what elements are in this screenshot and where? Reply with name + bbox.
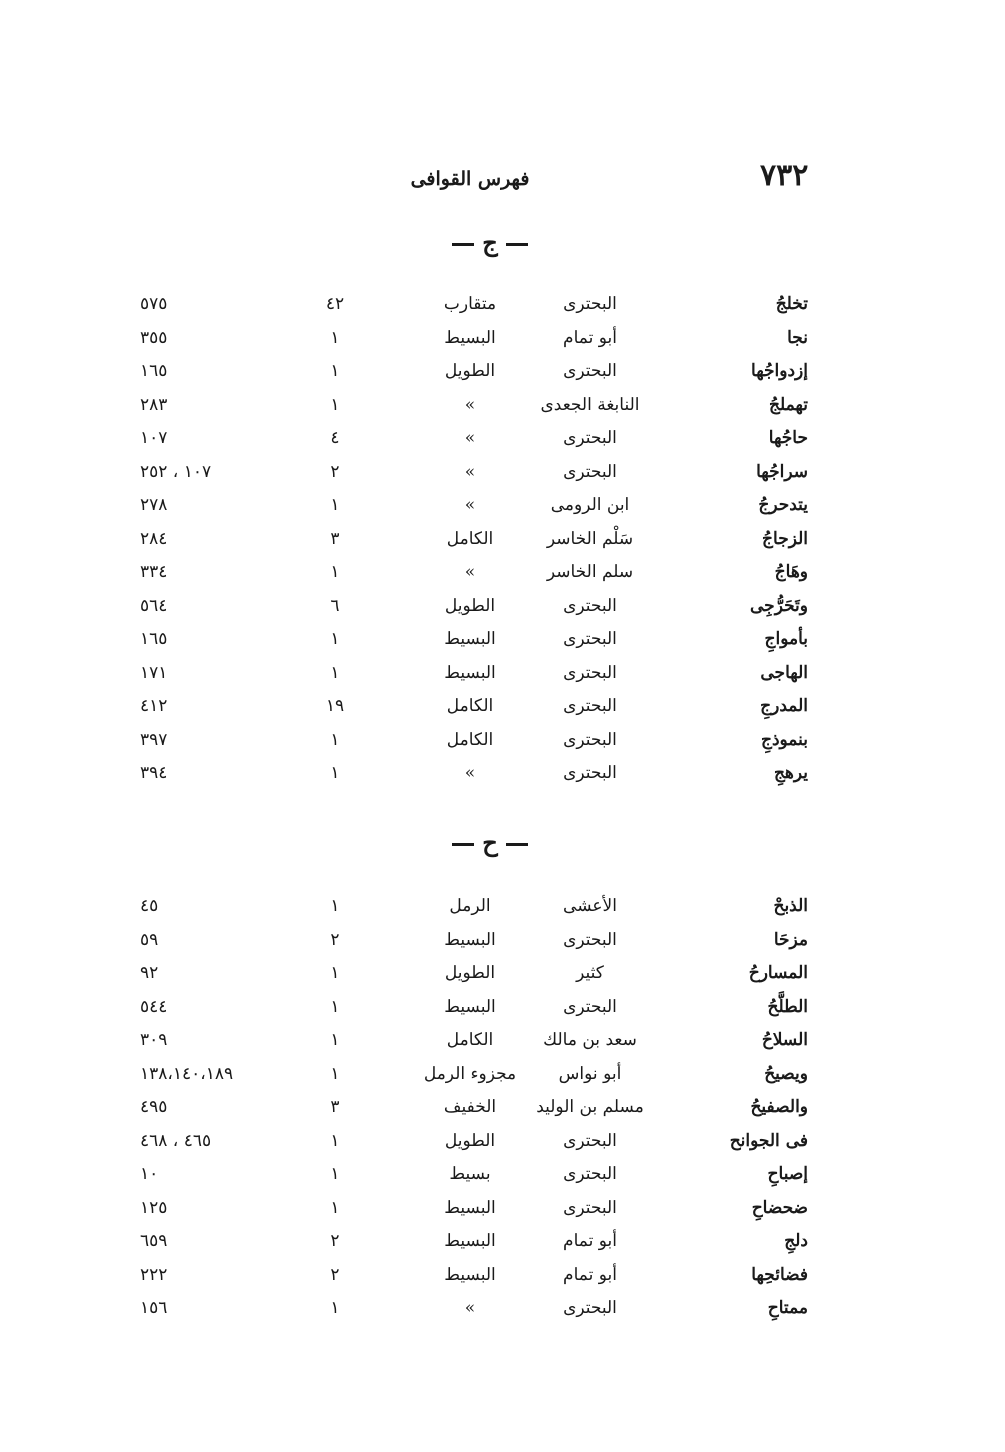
verse-count: ٤٢ xyxy=(325,294,345,314)
meter-name: بسيط xyxy=(449,1164,491,1184)
rhyme-word: نجا xyxy=(787,327,808,348)
page-refs: ٩٢ xyxy=(140,963,159,983)
table-row xyxy=(140,324,820,358)
verse-count: ٣ xyxy=(330,1097,340,1117)
verse-count: ١ xyxy=(330,1197,340,1218)
meter-name: البسيط xyxy=(444,327,496,348)
poet-name: البحترى xyxy=(563,1130,617,1151)
poet-name: سَلْم الخاسر xyxy=(546,528,634,549)
verse-count: ١ xyxy=(330,1063,340,1084)
verse-count: ٢ xyxy=(330,929,340,950)
rhyme-word: حاجُها xyxy=(768,428,808,448)
table-row xyxy=(140,1060,820,1094)
verse-count: ١ xyxy=(330,361,340,381)
meter-name: الكامل xyxy=(446,528,494,549)
poet-name: البحترى xyxy=(563,662,617,683)
meter-name: الطويل xyxy=(444,361,496,381)
dash-icon xyxy=(452,243,474,246)
page-refs: ٤٦٥ ، ٤٦٨ xyxy=(140,1130,212,1151)
rhyme-word: ضحضاحِ xyxy=(751,1197,808,1218)
page-refs: ١٠ xyxy=(140,1164,159,1184)
page-refs: ٢٢٢ xyxy=(140,1264,168,1285)
page-refs: ١٣٨،١٤٠،١٨٩ xyxy=(140,1063,234,1084)
verse-count: ١ xyxy=(330,763,340,783)
poet-name: البحترى xyxy=(563,428,617,448)
verse-count: ١ xyxy=(330,327,340,348)
table-row xyxy=(140,491,820,525)
table-row xyxy=(140,458,820,492)
meter-name: الطويل xyxy=(444,963,496,983)
meter-name: » xyxy=(464,763,476,783)
poet-name: أبو تمام xyxy=(563,327,617,348)
meter-name: مجزوء الرمل xyxy=(423,1063,517,1084)
table-row xyxy=(140,1194,820,1228)
meter-name: » xyxy=(464,461,476,482)
table-row xyxy=(140,525,820,559)
table-row xyxy=(140,1294,820,1328)
meter-name: البسيط xyxy=(444,929,496,950)
section-letter: ح xyxy=(482,828,498,857)
table-row xyxy=(140,993,820,1027)
page-refs: ١٧١ xyxy=(140,662,168,683)
verse-count: ٤ xyxy=(330,428,340,448)
rhyme-word: ويصيحُ xyxy=(764,1063,808,1084)
page-refs: ٣٩٤ xyxy=(140,763,168,783)
rhyme-word: بنموذجِ xyxy=(760,729,808,750)
verse-count: ١ xyxy=(330,996,340,1017)
rhyme-word: الزجاجُ xyxy=(762,528,808,549)
meter-name: الكامل xyxy=(446,729,494,750)
poet-name: البحترى xyxy=(563,996,617,1017)
verse-count: ١ xyxy=(330,729,340,750)
table-row xyxy=(140,892,820,926)
verse-count: ٣ xyxy=(330,528,340,549)
table-row xyxy=(140,357,820,391)
verse-count: ٢ xyxy=(330,1264,340,1285)
table-row xyxy=(140,692,820,726)
poet-name: البحترى xyxy=(563,1298,617,1318)
meter-name: الرمل xyxy=(449,896,491,916)
poet-name: أبو تمام xyxy=(563,1264,617,1285)
meter-name: البسيط xyxy=(444,662,496,683)
page-refs: ٤١٢ xyxy=(140,696,168,716)
rhyme-word: تخلجُ xyxy=(775,294,808,314)
rhyme-word: وهَاجُ xyxy=(774,562,808,582)
meter-name: البسيط xyxy=(444,629,496,649)
rhyme-table-ha xyxy=(140,892,820,1328)
table-row xyxy=(140,726,820,760)
table-row xyxy=(140,424,820,458)
meter-name: » xyxy=(464,428,476,448)
poet-name: البحترى xyxy=(563,294,617,314)
page-refs: ٢٨٤ xyxy=(140,528,168,549)
verse-count: ١ xyxy=(330,1164,340,1184)
page-refs: ٥٧٥ xyxy=(140,294,168,314)
verse-count: ١ xyxy=(330,1298,340,1318)
meter-name: » xyxy=(464,394,476,415)
poet-name: البحترى xyxy=(563,729,617,750)
verse-count: ١ xyxy=(330,562,340,582)
table-row xyxy=(140,592,820,626)
rhyme-word: تهملجُ xyxy=(769,394,808,415)
dash-icon xyxy=(452,843,474,846)
rhyme-word: الطلَّحُ xyxy=(767,996,808,1017)
rhyme-word: يرهجِ xyxy=(773,763,808,783)
table-row xyxy=(140,625,820,659)
rhyme-word: مزحَا xyxy=(773,929,808,950)
section-letter: ج xyxy=(482,228,498,257)
verse-count: ١ xyxy=(330,394,340,415)
table-row xyxy=(140,659,820,693)
rhyme-word: المدرجِ xyxy=(760,696,808,716)
meter-name: البسيط xyxy=(444,996,496,1017)
page-refs: ٤٥ xyxy=(140,896,159,916)
meter-name: الكامل xyxy=(446,696,494,716)
meter-name: البسيط xyxy=(444,1264,496,1285)
poet-name: البحترى xyxy=(563,461,617,482)
verse-count: ٢ xyxy=(330,461,340,482)
rhyme-word: المسارحُ xyxy=(748,963,808,983)
meter-name: متقارب xyxy=(443,294,497,314)
verse-count: ١ xyxy=(330,963,340,983)
table-row xyxy=(140,1127,820,1161)
rhyme-word: فى الجوانح xyxy=(729,1130,808,1151)
page-refs: ٦٥٩ xyxy=(140,1231,168,1251)
rhyme-word: إزدواجُها xyxy=(751,361,808,381)
page-refs: ٢٨٣ xyxy=(140,394,168,415)
poet-name: أبو تمام xyxy=(563,1231,617,1251)
table-row xyxy=(140,959,820,993)
section-heading-jim xyxy=(380,228,600,257)
rhyme-word: يتدحرجُ xyxy=(758,495,808,515)
table-row xyxy=(140,290,820,324)
poet-name: كثير xyxy=(576,963,604,983)
verse-count: ٦ xyxy=(330,595,340,616)
rhyme-word: وتَحَرُّجِى xyxy=(750,595,808,616)
poet-name: سلم الخاسر xyxy=(546,562,634,582)
verse-count: ١ xyxy=(330,662,340,683)
meter-name: البسيط xyxy=(444,1231,496,1251)
meter-name: البسيط xyxy=(444,1197,496,1218)
page-refs: ٥٩ xyxy=(140,929,159,950)
rhyme-word: الذبحْ xyxy=(773,896,808,916)
rhyme-word: الهاجى xyxy=(760,662,808,683)
meter-name: الطويل xyxy=(444,595,496,616)
poet-name: البحترى xyxy=(563,929,617,950)
rhyme-word: بأمواجِ xyxy=(764,629,808,649)
page-refs: ٣٠٩ xyxy=(140,1030,168,1050)
table-row xyxy=(140,1160,820,1194)
poet-name: البحترى xyxy=(563,361,617,381)
poet-name: البحترى xyxy=(563,763,617,783)
poet-name: البحترى xyxy=(563,1197,617,1218)
table-row xyxy=(140,1261,820,1295)
meter-name: » xyxy=(464,495,476,515)
meter-name: الخفيف xyxy=(443,1097,497,1117)
poet-name: البحترى xyxy=(563,629,617,649)
poet-name: مسلم بن الوليد xyxy=(536,1097,644,1117)
page-title: فهرس القوافى xyxy=(410,168,530,190)
rhyme-word: السلاحُ xyxy=(761,1030,808,1050)
page-refs: ٣٥٥ xyxy=(140,327,168,348)
page-number: ٧٣٢ xyxy=(760,158,809,193)
rhyme-word: فضائحِها xyxy=(751,1264,808,1285)
page-refs: ٢٧٨ xyxy=(140,495,168,515)
rhyme-word: دلجِ xyxy=(784,1231,808,1251)
meter-name: » xyxy=(464,562,476,582)
page-refs: ١٠٧ xyxy=(140,428,168,448)
poet-name: سعد بن مالك xyxy=(543,1030,637,1050)
poet-name: النابغة الجعدى xyxy=(540,394,640,415)
page-refs: ١٥٦ xyxy=(140,1298,168,1318)
verse-count: ١٩ xyxy=(325,696,345,716)
poet-name: الأعشى xyxy=(563,896,617,916)
dash-icon xyxy=(506,243,528,246)
section-heading-ha xyxy=(380,828,600,857)
poet-name: البحترى xyxy=(563,696,617,716)
page-refs: ١٦٥ xyxy=(140,629,168,649)
poet-name: ابن الرومى xyxy=(550,495,630,515)
poet-name: البحترى xyxy=(563,595,617,616)
table-row xyxy=(140,391,820,425)
verse-count: ٢ xyxy=(330,1231,340,1251)
rhyme-table-jim xyxy=(140,290,820,793)
verse-count: ١ xyxy=(330,896,340,916)
page-refs: ٥٤٤ xyxy=(140,996,168,1017)
verse-count: ١ xyxy=(330,1030,340,1050)
page-refs: ٣٩٧ xyxy=(140,729,168,750)
page-refs: ٥٦٤ xyxy=(140,595,168,616)
poet-name: أبو نواس xyxy=(558,1063,622,1084)
page-refs: ١٢٥ xyxy=(140,1197,168,1218)
table-row xyxy=(140,759,820,793)
table-row xyxy=(140,926,820,960)
rhyme-word: ممتاحِ xyxy=(767,1298,808,1318)
page-refs: ٤٩٥ xyxy=(140,1097,168,1117)
page-refs: ١٠٧ ، ٢٥٢ xyxy=(140,461,212,482)
table-row xyxy=(140,558,820,592)
rhyme-word: إصباحِ xyxy=(767,1164,808,1184)
table-row xyxy=(140,1227,820,1261)
meter-name: الطويل xyxy=(444,1130,496,1151)
meter-name: » xyxy=(464,1298,476,1318)
verse-count: ١ xyxy=(330,495,340,515)
rhyme-word: سراجُها xyxy=(756,461,808,482)
poet-name: البحترى xyxy=(563,1164,617,1184)
page-refs: ٣٣٤ xyxy=(140,562,168,582)
verse-count: ١ xyxy=(330,1130,340,1151)
table-row xyxy=(140,1026,820,1060)
page-refs: ١٦٥ xyxy=(140,361,168,381)
table-row xyxy=(140,1093,820,1127)
rhyme-word: والصفيحُ xyxy=(750,1097,808,1117)
verse-count: ١ xyxy=(330,629,340,649)
meter-name: الكامل xyxy=(446,1030,494,1050)
dash-icon xyxy=(506,843,528,846)
